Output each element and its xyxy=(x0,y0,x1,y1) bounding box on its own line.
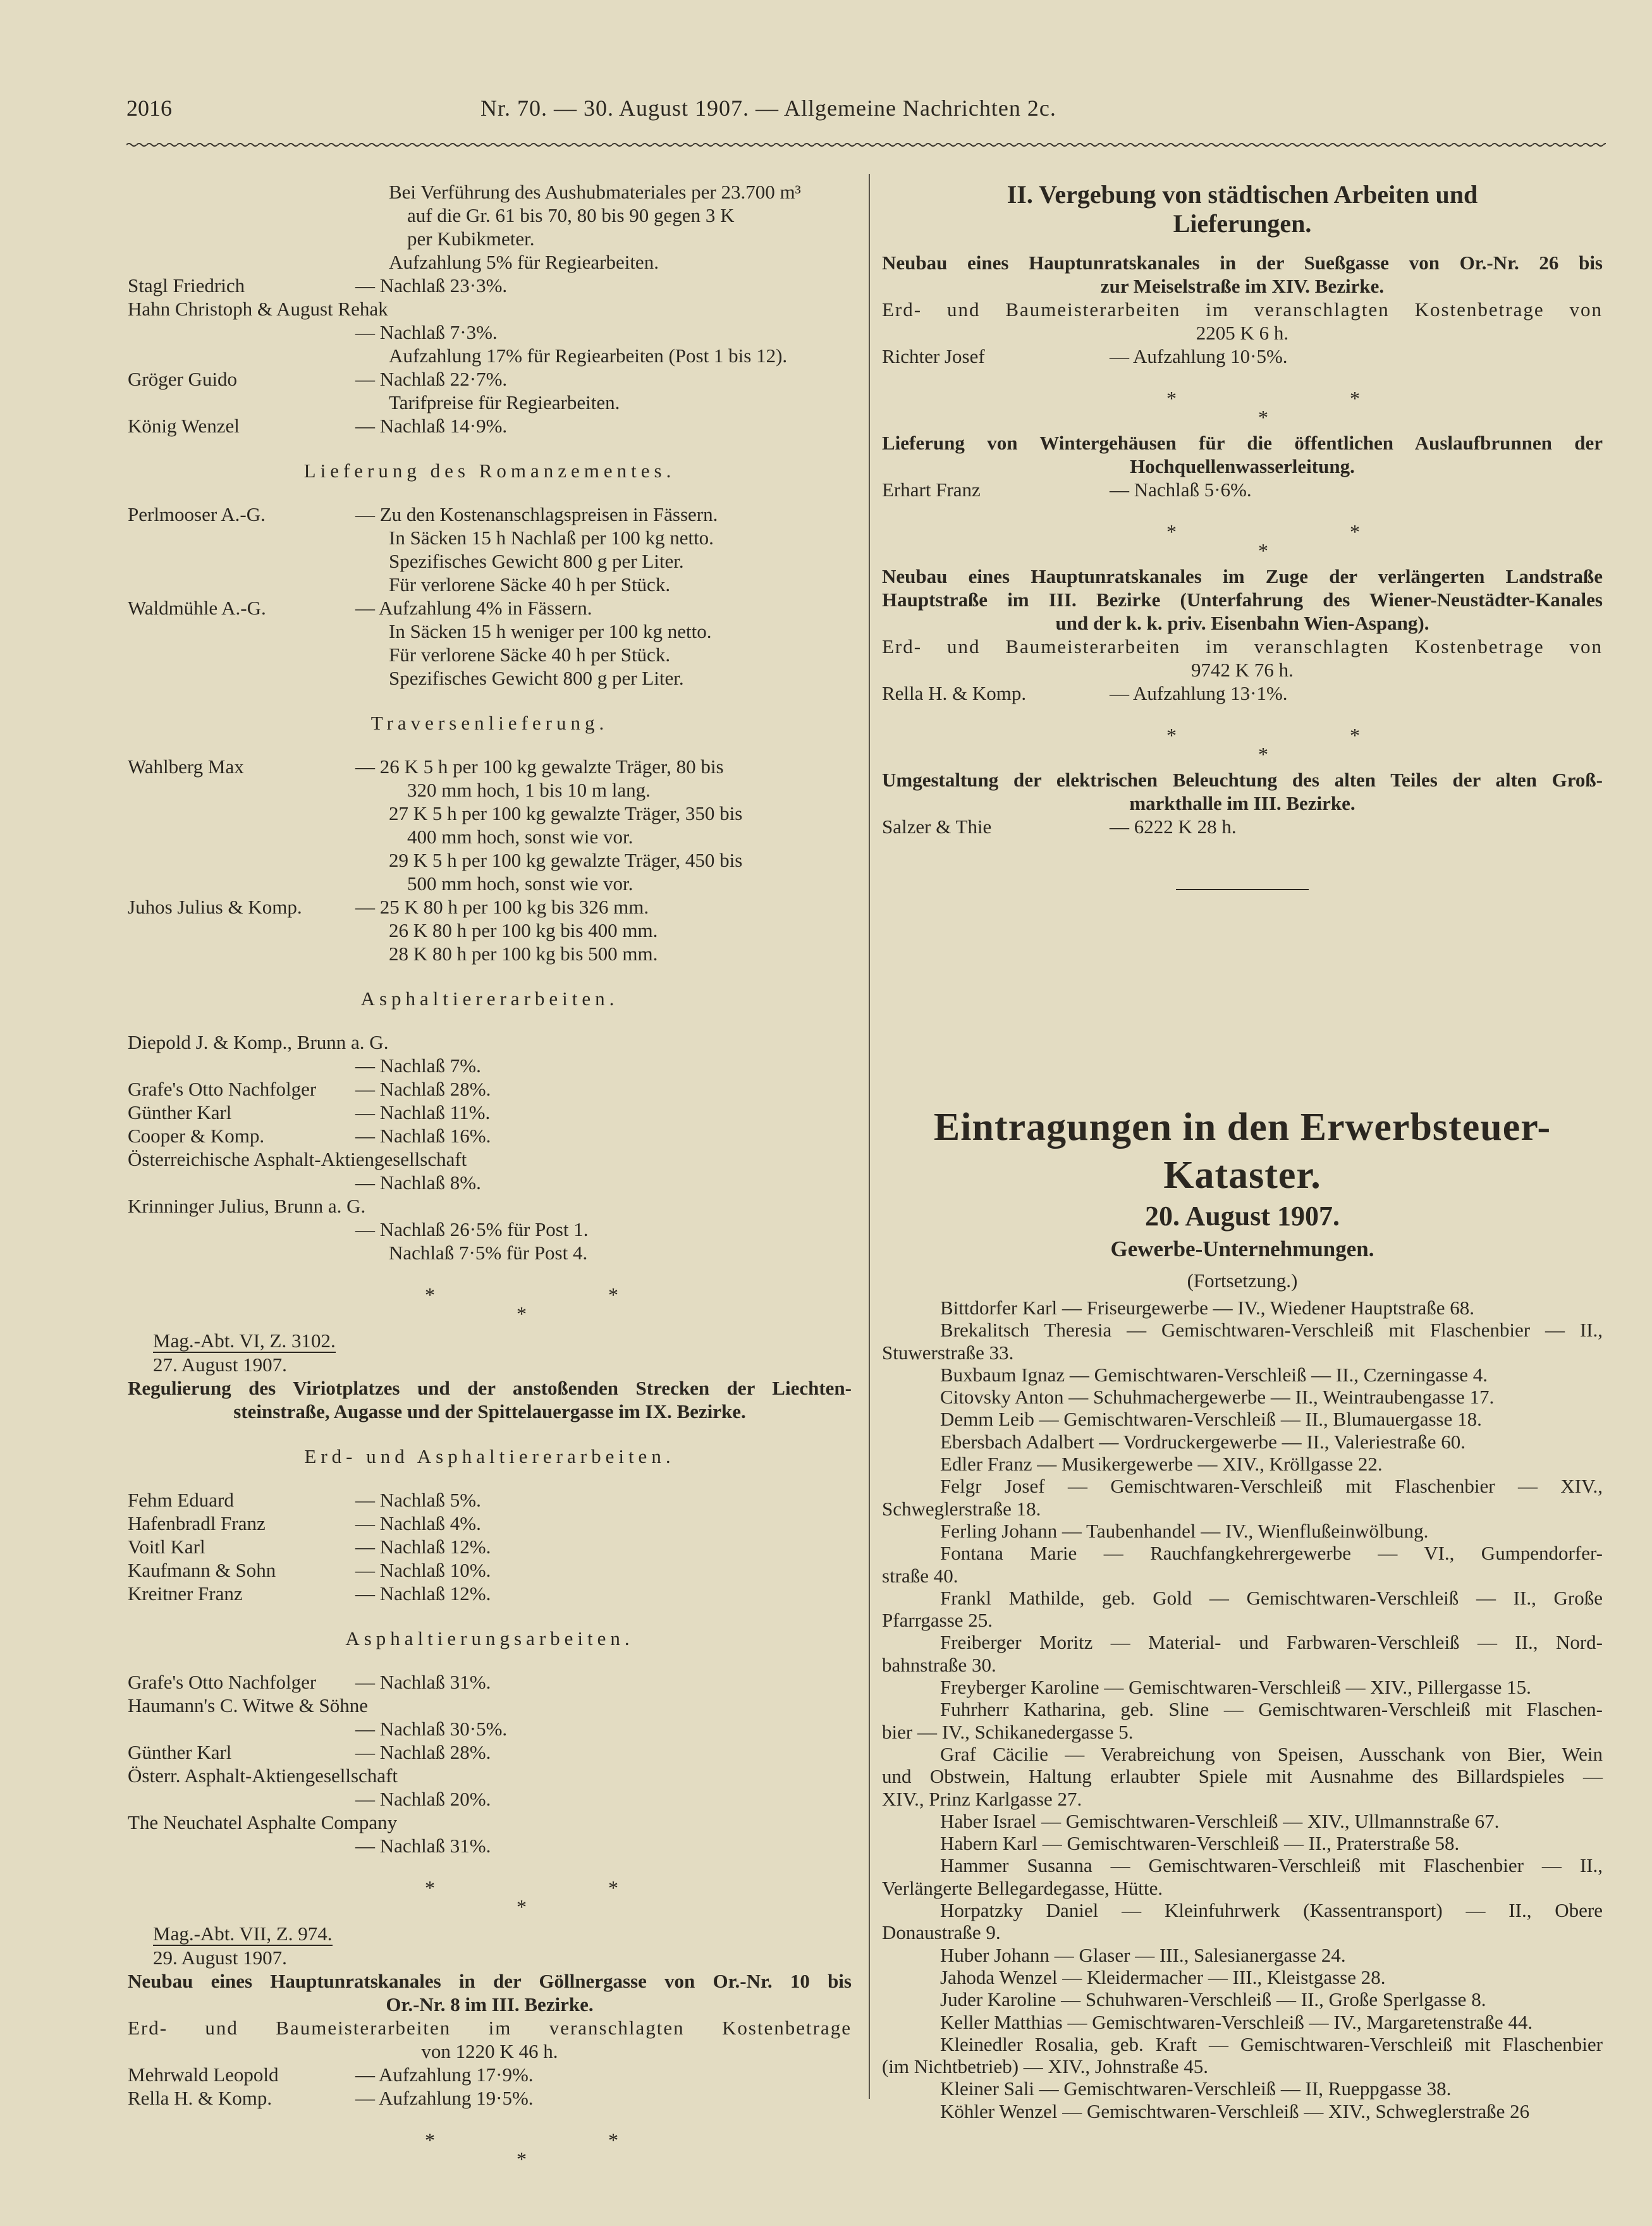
entry-row xyxy=(128,2063,852,2086)
section-heading xyxy=(882,251,1603,298)
entry-name: Richter Josef xyxy=(882,345,985,367)
asterisk: * xyxy=(1166,520,1177,543)
entry-result: — Nachlaß 10%. xyxy=(355,1559,491,1581)
kataster-entry xyxy=(882,1364,1603,1386)
section-heading xyxy=(882,431,1603,478)
entry-result: — Nachlaß 22·7%. xyxy=(355,368,508,390)
section-heading xyxy=(882,768,1603,815)
text-line: Für verlorene Säcke 40 h per Stück. xyxy=(389,573,671,596)
header-wavy-rule xyxy=(126,140,1606,149)
entry-row xyxy=(128,1124,852,1147)
entry-row xyxy=(128,895,852,919)
heading-line: Hauptstraße im III. Bezirke (Unterfahrung des Wiener-Neustädter-Kanales xyxy=(882,589,1603,611)
asterism xyxy=(882,501,1603,565)
entry-line: Schweglerstraße 18. xyxy=(882,1497,1041,1520)
asterisk: * xyxy=(1350,520,1360,543)
kataster-entry xyxy=(882,1698,1603,1743)
notice-date: 27. August 1907. xyxy=(153,1354,287,1376)
entry-line: Frankl Mathilde, geb. Gold — Gemischtwaren-Verschleiß — II., Große xyxy=(940,1586,1603,1609)
section-subheading: Asphaltierungsarbeiten. xyxy=(345,1627,634,1649)
entry-result: — Nachlaß 5%. xyxy=(355,1489,481,1511)
text-line: 28 K 80 h per 100 kg bis 500 mm. xyxy=(389,943,658,965)
text-line: In Säcken 15 h Nachlaß per 100 kg netto. xyxy=(389,527,714,549)
entry-row xyxy=(128,1558,852,1582)
entry-row xyxy=(128,1512,852,1535)
kataster-entries xyxy=(882,1297,1603,2122)
entry-line: Kleiner Sali — Gemischtwaren-Verschleiß — II, Rueppgasse 38. xyxy=(940,2077,1452,2100)
entry-line: Verlängerte Bellegardegasse, Hütte. xyxy=(882,1876,1163,1899)
entry-line: Köhler Wenzel — Gemischtwaren-Verschleiß — XIV., Schweglerstraße 26 xyxy=(940,2100,1530,2122)
entry-name: Salzer & Thie xyxy=(882,816,992,838)
asterisk: * xyxy=(1166,724,1177,747)
entry-line: Horpatzky Daniel — Kleinfuhrwerk (Kassentransport) — II., Obere xyxy=(940,1899,1603,1922)
entry-line: Habern Karl — Gemischtwaren-Verschleiß — II., Praterstraße 58. xyxy=(940,1832,1460,1855)
entry-row xyxy=(128,1488,852,1512)
entry-line: Donaustraße 9. xyxy=(882,1921,1001,1944)
department-line xyxy=(128,1328,852,1353)
entry-result: — Nachlaß 16%. xyxy=(355,1125,491,1147)
entry-name: Cooper & Komp. xyxy=(128,1125,265,1147)
heading-line: Or.-Nr. 8 im III. Bezirke. xyxy=(386,1993,594,2015)
asterisk: * xyxy=(517,1302,527,1325)
entry-row xyxy=(128,414,852,437)
left-column xyxy=(128,180,852,2173)
entry-result: — Nachlaß 28%. xyxy=(355,1078,491,1100)
asterism xyxy=(882,368,1603,431)
section-subheading: Lieferung des Romanzementes. xyxy=(303,460,676,482)
kataster-entry xyxy=(882,1899,1603,1944)
entry-result: — Nachlaß 28%. xyxy=(355,1741,491,1763)
paragraph xyxy=(128,2016,852,2063)
asterism xyxy=(128,1264,852,1328)
text-line: Österreichische Asphalt-Aktiengesellschaft xyxy=(128,1148,467,1170)
text-line: Aufzahlung 17% für Regiearbeiten (Post 1 bis 12). xyxy=(389,345,788,367)
entry-name: Günther Karl xyxy=(128,1741,232,1763)
kataster-entry xyxy=(882,1542,1603,1587)
running-header: Nr. 70. — 30. August 1907. — Allgemeine Nachrichten 2c. xyxy=(480,95,1056,121)
asterism xyxy=(128,2110,852,2173)
text-line: — Nachlaß 30·5%. xyxy=(355,1718,508,1740)
entry-name: Erhart Franz xyxy=(882,479,981,501)
heading-line: II. Vergebung von städtischen Arbeiten und xyxy=(1006,180,1478,209)
kataster-entry xyxy=(882,1319,1603,1364)
asterisk: * xyxy=(608,1283,618,1306)
asterisk: * xyxy=(1350,387,1360,410)
entry-name: Kaufmann & Sohn xyxy=(128,1559,276,1581)
entry-line: Bittdorfer Karl — Friseurgewerbe — IV., Wiedener Hauptstraße 68. xyxy=(940,1297,1474,1319)
heading-line: Lieferung von Wintergehäusen für die öffentlichen Auslaufbrunnen der xyxy=(882,432,1603,454)
heading-line: Neubau eines Hauptunratskanales in der Göllnergasse von Or.-Nr. 10 bis xyxy=(128,1970,852,1992)
entry-row xyxy=(882,682,1603,705)
heading-line: Neubau eines Hauptunratskanales in der Sueßgasse von Or.-Nr. 26 bis xyxy=(882,252,1603,274)
heading-line: Umgestaltung der elektrischen Beleuchtung des alten Teiles der alten Groß- xyxy=(882,769,1603,791)
entry-line: Edler Franz — Musikergewerbe — XIV., Kröllgasse 22. xyxy=(940,1453,1383,1476)
heading-line: und der k. k. priv. Eisenbahn Wien-Aspang). xyxy=(1055,612,1429,634)
kataster-entry xyxy=(882,1832,1603,1854)
entry-line: bier — IV., Schikanedergasse 5. xyxy=(882,1720,1134,1743)
entry-row xyxy=(882,478,1603,501)
text-line: Tarifpreise für Regiearbeiten. xyxy=(389,391,620,413)
right-column xyxy=(882,180,1603,890)
text-line: Aufzahlung 5% für Regiearbeiten. xyxy=(389,251,659,273)
entry-result: — Nachlaß 31%. xyxy=(355,1671,491,1693)
text-line: Haumann's C. Witwe & Söhne xyxy=(128,1694,369,1716)
entry-line: Fuhrherr Katharina, geb. Sline — Gemischtwaren-Verschleiß mit Flaschen- xyxy=(940,1698,1603,1721)
entry-name: Kreitner Franz xyxy=(128,1582,243,1605)
entry-line: Hammer Susanna — Gemischtwaren-Verschleiß mit Flaschenbier — II., xyxy=(940,1854,1603,1877)
text-line: In Säcken 15 h weniger per 100 kg netto. xyxy=(389,620,712,642)
heading-line: Hochquellenwasserleitung. xyxy=(1130,455,1355,477)
kataster-entry xyxy=(882,2077,1603,2100)
kataster-entry xyxy=(882,1431,1603,1453)
asterisk: * xyxy=(608,1876,618,1899)
section-subheading: Erd- und Asphaltiererarbeiten. xyxy=(304,1445,675,1467)
asterisk: * xyxy=(425,1876,435,1899)
kataster-entry xyxy=(882,1944,1603,1966)
text-line: Österr. Asphalt-Aktiengesellschaft xyxy=(128,1764,398,1787)
kataster-entry xyxy=(882,1810,1603,1832)
text-line: — Nachlaß 20%. xyxy=(355,1788,491,1810)
entry-name: Gröger Guido xyxy=(128,368,238,390)
entry-result: — Aufzahlung 17·9%. xyxy=(355,2064,534,2086)
heading-line: Lieferungen. xyxy=(1173,209,1312,238)
entry-name: Grafe's Otto Nachfolger xyxy=(128,1078,317,1100)
text-line: Für verlorene Säcke 40 h per Stück. xyxy=(389,644,671,666)
entry-row xyxy=(128,596,852,620)
entry-name: Hafenbradl Franz xyxy=(128,1512,266,1534)
entry-result: — Aufzahlung 13·1%. xyxy=(1110,682,1288,704)
entry-name: Perlmooser A.-G. xyxy=(128,503,266,525)
text-line: 500 mm hoch, sonst wie vor. xyxy=(407,872,633,895)
entry-line: Brekalitsch Theresia — Gemischtwaren-Verschleiß mit Flaschenbier — II., xyxy=(940,1319,1603,1342)
kataster-entry xyxy=(882,1520,1603,1542)
entry-name: Stagl Friedrich xyxy=(128,274,245,297)
asterism xyxy=(882,705,1603,768)
entry-line: Felgr Josef — Gemischtwaren-Verschleiß mit Flaschenbier — XIV., xyxy=(940,1475,1603,1498)
entry-line: Ebersbach Adalbert — Vordruckergewerbe — II., Valeriestraße 60. xyxy=(940,1430,1465,1453)
kataster-entry xyxy=(882,1631,1603,1676)
entry-name: Wahlberg Max xyxy=(128,755,244,778)
asterisk: * xyxy=(1258,406,1268,429)
asterisk: * xyxy=(517,2148,527,2170)
entry-row xyxy=(128,503,852,526)
text-line: per Kubikmeter. xyxy=(407,228,535,250)
kataster-entry xyxy=(882,1743,1603,1810)
entry-result: — Nachlaß 12%. xyxy=(355,1582,491,1605)
column-divider xyxy=(869,174,870,2099)
entry-line: und Obstwein, Haltung erlaubter Spiele mit Ausnahme des Billardspieles — xyxy=(882,1765,1603,1788)
heading-line: zur Meiselstraße im XIV. Bezirke. xyxy=(1100,275,1385,297)
entry-result: — Nachlaß 11%. xyxy=(355,1101,491,1123)
text-line: — Nachlaß 31%. xyxy=(355,1835,491,1857)
entry-result: — Aufzahlung 4% in Fässern. xyxy=(355,597,592,619)
paragraph xyxy=(882,635,1603,682)
text-line: Bei Verführung des Aushubmateriales per 23.700 m³ xyxy=(389,181,801,203)
section-subheading: Asphaltiererarbeiten. xyxy=(360,988,619,1010)
entry-line: Fontana Marie — Rauchfangkehrergewerbe — VI., Gumpendorfer- xyxy=(940,1542,1603,1565)
entry-row xyxy=(128,2086,852,2110)
asterisk: * xyxy=(1258,743,1268,766)
asterisk: * xyxy=(517,1895,527,1918)
entry-result: — 26 K 5 h per 100 kg gewalzte Träger, 80 bis xyxy=(355,755,724,778)
text-line: Nachlaß 7·5% für Post 4. xyxy=(389,1242,588,1264)
kataster-entry xyxy=(882,1297,1603,1319)
asterisk: * xyxy=(1166,387,1177,410)
heading-line: Neubau eines Hauptunratskanales im Zuge der verlängerten Landstraße xyxy=(882,565,1603,587)
paragraph-line: Erd- und Baumeisterarbeiten im veranschlagten Kostenbetrage xyxy=(128,2017,852,2039)
text-line: — Nachlaß 7·3%. xyxy=(355,321,498,343)
entry-line: Buxbaum Ignaz — Gemischtwaren-Verschleiß — II., Czerningasse 4. xyxy=(940,1363,1488,1386)
section-subheading: Traversenlieferung. xyxy=(370,712,609,734)
entry-result: — Nachlaß 14·9%. xyxy=(355,415,508,437)
entry-result: — Nachlaß 5·6%. xyxy=(1110,479,1252,501)
entry-line: (im Nichtbetrieb) — XIV., Johnstraße 45. xyxy=(882,2055,1208,2078)
entry-line: Keller Matthias — Gemischtwaren-Verschleiß — IV., Margaretenstraße 44. xyxy=(940,2010,1533,2033)
text-line: Diepold J. & Komp., Brunn a. G. xyxy=(128,1031,389,1053)
entry-line: bahnstraße 30. xyxy=(882,1653,996,1676)
entry-name: Voitl Karl xyxy=(128,1536,205,1558)
entry-result: — Zu den Kostenanschlagspreisen in Fässern. xyxy=(355,503,718,525)
section-heading xyxy=(882,180,1603,238)
text-line: Hahn Christoph & August Rehak xyxy=(128,298,388,320)
entry-line: Graf Cäcilie — Verabreichung von Speisen, Ausschank von Bier, Wein xyxy=(940,1742,1603,1765)
text-line: auf die Gr. 61 bis 70, 80 bis 90 gegen 3 K xyxy=(407,204,735,226)
entry-row xyxy=(128,1582,852,1605)
kataster-entry xyxy=(882,1475,1603,1520)
text-line: 26 K 80 h per 100 kg bis 400 mm. xyxy=(389,919,658,941)
entry-row xyxy=(128,274,852,297)
kataster-entry xyxy=(882,2100,1603,2122)
notice-date: 29. August 1907. xyxy=(153,1947,287,1969)
asterisk: * xyxy=(425,2129,435,2151)
text-line: The Neuchatel Asphalte Company xyxy=(128,1811,398,1833)
entry-line: Kleinedler Rosalia, geb. Kraft — Gemischtwaren-Verschleiß mit Flaschenbier xyxy=(940,2033,1603,2055)
heading-line: markthalle im III. Bezirke. xyxy=(1129,792,1355,814)
entry-name: König Wenzel xyxy=(128,415,240,437)
entry-row xyxy=(882,815,1603,838)
department-reference: Mag.-Abt. VII, Z. 974. xyxy=(153,1923,333,1945)
kataster-entry xyxy=(882,1676,1603,1698)
kataster-title: Eintragungen in den Erwerbsteuer-Kataster. xyxy=(933,1106,1551,1197)
entry-result: — Aufzahlung 19·5%. xyxy=(355,2087,534,2109)
text-line: 400 mm hoch, sonst wie vor. xyxy=(407,826,633,848)
asterisk: * xyxy=(1350,724,1360,747)
entry-line: Juder Karoline — Schuhwaren-Verschleiß — II., Große Sperlgasse 8. xyxy=(940,1988,1486,2011)
kataster-entry xyxy=(882,2011,1603,2033)
kataster-section xyxy=(882,1103,1603,2122)
entry-row xyxy=(128,755,852,778)
entry-line: XIV., Prinz Karlgasse 27. xyxy=(882,1787,1082,1810)
heading-line: Regulierung des Viriotplatzes und der anstoßenden Strecken der Liechten- xyxy=(128,1377,852,1399)
entry-name: Grafe's Otto Nachfolger xyxy=(128,1671,317,1693)
section-heading xyxy=(882,565,1603,635)
entry-result: — Nachlaß 4%. xyxy=(355,1512,481,1534)
kataster-date: 20. August 1907. xyxy=(1144,1201,1340,1232)
entry-row xyxy=(882,345,1603,368)
entry-name: Rella H. & Komp. xyxy=(882,682,1027,704)
asterism xyxy=(128,1857,852,1921)
text-line: Spezifisches Gewicht 800 g per Liter. xyxy=(389,667,684,689)
entry-name: Waldmühle A.-G. xyxy=(128,597,266,619)
asterisk: * xyxy=(1258,539,1268,562)
paragraph xyxy=(882,298,1603,345)
heading-line: steinstraße, Augasse und der Spittelauergasse im IX. Bezirke. xyxy=(233,1400,746,1422)
entry-row xyxy=(128,1101,852,1124)
department-reference: Mag.-Abt. VI, Z. 3102. xyxy=(153,1330,336,1352)
kataster-entry xyxy=(882,1988,1603,2010)
text-line: 27 K 5 h per 100 kg gewalzte Träger, 350 bis xyxy=(389,802,743,824)
paragraph-line: Erd- und Baumeisterarbeiten im veranschlagten Kostenbetrage von xyxy=(882,298,1603,321)
paragraph-line: 2205 K 6 h. xyxy=(1196,322,1289,344)
entry-name: Mehrwald Leopold xyxy=(128,2064,279,2086)
entry-line: Ferling Johann — Taubenhandel — IV., Wienflußeinwölbung. xyxy=(940,1519,1429,1542)
text-line: 29 K 5 h per 100 kg gewalzte Träger, 450 bis xyxy=(389,849,743,871)
paragraph-line: Erd- und Baumeisterarbeiten im veranschlagten Kostenbetrage von xyxy=(882,635,1603,657)
entry-name: Günther Karl xyxy=(128,1101,232,1123)
entry-line: Haber Israel — Gemischtwaren-Verschleiß — XIV., Ullmannstraße 67. xyxy=(940,1809,1500,1832)
entry-line: Stuwerstraße 33. xyxy=(882,1341,1014,1364)
entry-row xyxy=(128,367,852,391)
entry-name: Rella H. & Komp. xyxy=(128,2087,272,2109)
entry-row xyxy=(128,1535,852,1558)
text-line: Krinninger Julius, Brunn a. G. xyxy=(128,1195,366,1217)
page-number: 2016 xyxy=(126,95,172,121)
entry-line: Pfarrgasse 25. xyxy=(882,1609,993,1632)
entry-result: — Nachlaß 12%. xyxy=(355,1536,491,1558)
kataster-entry xyxy=(882,1453,1603,1475)
entry-line: Jahoda Wenzel — Kleidermacher — III., Kleistgasse 28. xyxy=(940,1966,1386,1988)
kataster-entry xyxy=(882,1587,1603,1632)
entry-line: straße 40. xyxy=(882,1564,958,1587)
section-heading xyxy=(128,1969,852,2016)
asterisk: * xyxy=(608,2129,618,2151)
entry-row xyxy=(128,1670,852,1694)
entry-line: Citovsky Anton — Schuhmachergewerbe — II., Weintraubengasse 17. xyxy=(940,1386,1495,1409)
entry-line: Freiberger Moritz — Material- und Farbwaren-Verschleiß — II., Nord- xyxy=(940,1631,1603,1654)
entry-line: Demm Leib — Gemischtwaren-Verschleiß — II., Blumauergasse 18. xyxy=(940,1408,1482,1431)
kataster-entry xyxy=(882,1408,1603,1430)
entry-row xyxy=(128,1740,852,1764)
kataster-subtitle: Gewerbe-Unternehmungen. xyxy=(1110,1237,1374,1261)
text-line: — Nachlaß 7%. xyxy=(355,1055,481,1077)
kataster-note: (Fortsetzung.) xyxy=(1187,1269,1298,1292)
entry-result: — 25 K 80 h per 100 kg bis 326 mm. xyxy=(355,896,649,918)
entry-name: Juhos Julius & Komp. xyxy=(128,896,302,918)
text-line: Spezifisches Gewicht 800 g per Liter. xyxy=(389,550,684,572)
entry-line: Huber Johann — Glaser — III., Salesianergasse 24. xyxy=(940,1943,1346,1966)
department-line xyxy=(128,1921,852,1946)
paragraph-line: 9742 K 76 h. xyxy=(1191,659,1294,681)
text-line: — Nachlaß 26·5% für Post 1. xyxy=(355,1218,589,1240)
kataster-entry xyxy=(882,1966,1603,1988)
entry-row xyxy=(128,1077,852,1101)
kataster-entry xyxy=(882,1386,1603,1408)
entry-result: — Aufzahlung 10·5%. xyxy=(1110,345,1288,367)
text-line: — Nachlaß 8%. xyxy=(355,1171,481,1194)
entry-result: — Nachlaß 23·3%. xyxy=(355,274,508,297)
kataster-entry xyxy=(882,1854,1603,1899)
entry-result: — 6222 K 28 h. xyxy=(1110,816,1237,838)
text-line: 320 mm hoch, 1 bis 10 m lang. xyxy=(407,779,651,801)
entry-name: Fehm Eduard xyxy=(128,1489,234,1511)
asterisk: * xyxy=(425,1283,435,1306)
kataster-entry xyxy=(882,2033,1603,2078)
paragraph-line: von 1220 K 46 h. xyxy=(421,2040,558,2062)
entry-line: Freyberger Karoline — Gemischtwaren-Verschleiß — XIV., Pillergasse 15. xyxy=(940,1676,1531,1699)
section-heading xyxy=(128,1376,852,1423)
section-rule xyxy=(1176,889,1309,890)
